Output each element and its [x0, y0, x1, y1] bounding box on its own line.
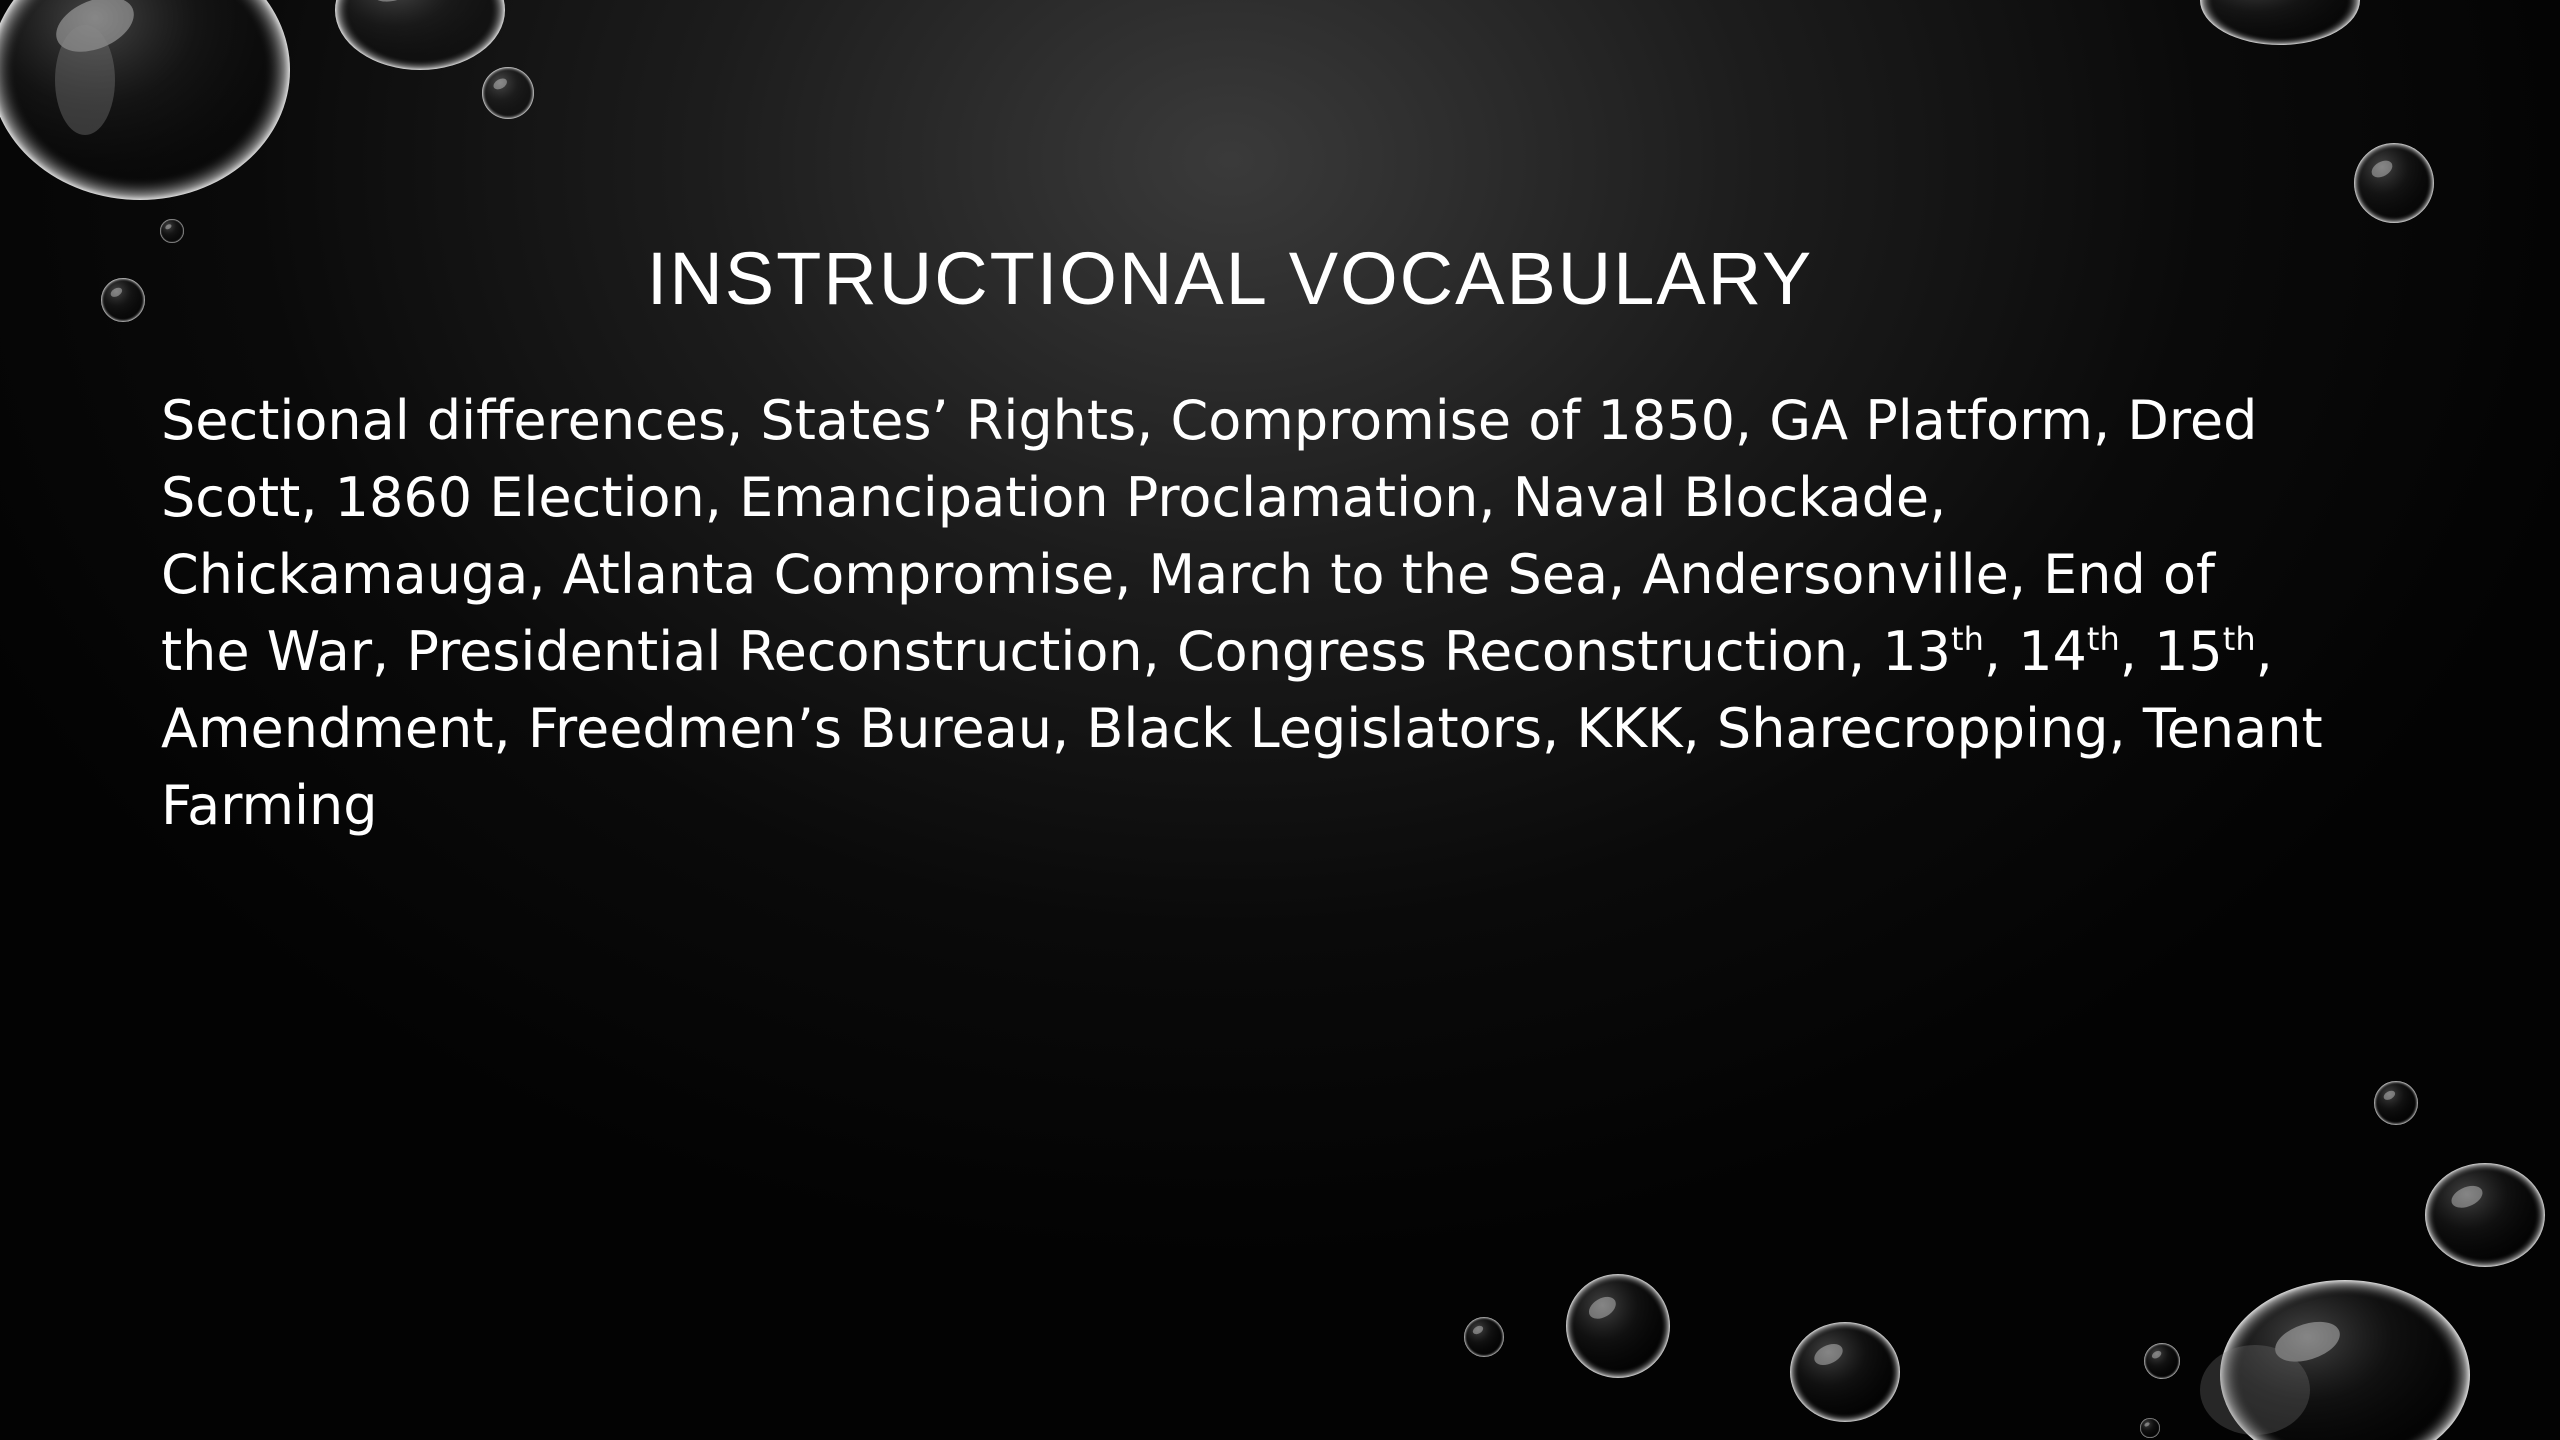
- vocabulary-text: , 15: [2119, 620, 2223, 683]
- vocabulary-line: [161, 767, 2181, 844]
- vocabulary-line: [161, 459, 2181, 536]
- vocabulary-list: [161, 382, 2323, 844]
- vocabulary-text: Sectional differences, States’ Rights, Compromise of 1850, GA Platform, Dred: [161, 389, 2258, 452]
- slide-title: INSTRUCTIONAL VOCABULARY: [646, 237, 1814, 320]
- vocabulary-text: Farming: [161, 774, 378, 837]
- vocabulary-text: the War, Presidential Reconstruction, Congress Reconstruction, 13: [161, 620, 1952, 683]
- vocabulary-text: Amendment, Freedmen’s Bureau, Black Legislators, KKK, Sharecropping, Tenant: [161, 697, 2323, 760]
- ordinal-superscript: th: [2222, 620, 2256, 658]
- vocabulary-text: ,: [2255, 620, 2273, 683]
- droplets-top-right: [2200, 0, 2434, 223]
- vocabulary-line: [161, 613, 2273, 690]
- vocabulary-line: [161, 536, 2216, 613]
- droplets-bottom-center: [1464, 1274, 1670, 1378]
- ordinal-superscript: th: [1951, 620, 1984, 658]
- vocabulary-text: Scott, 1860 Election, Emancipation Proclamation, Naval Blockade,: [161, 466, 1947, 529]
- vocabulary-text: Chickamauga, Atlanta Compromise, March to the Sea, Andersonville, End of: [161, 543, 2216, 606]
- vocabulary-text: , 14: [1983, 620, 2087, 683]
- droplets-bottom-right: [1790, 1081, 2545, 1440]
- vocabulary-line: [161, 382, 2258, 459]
- ordinal-superscript: th: [2086, 620, 2120, 658]
- vocabulary-line: [161, 690, 2323, 767]
